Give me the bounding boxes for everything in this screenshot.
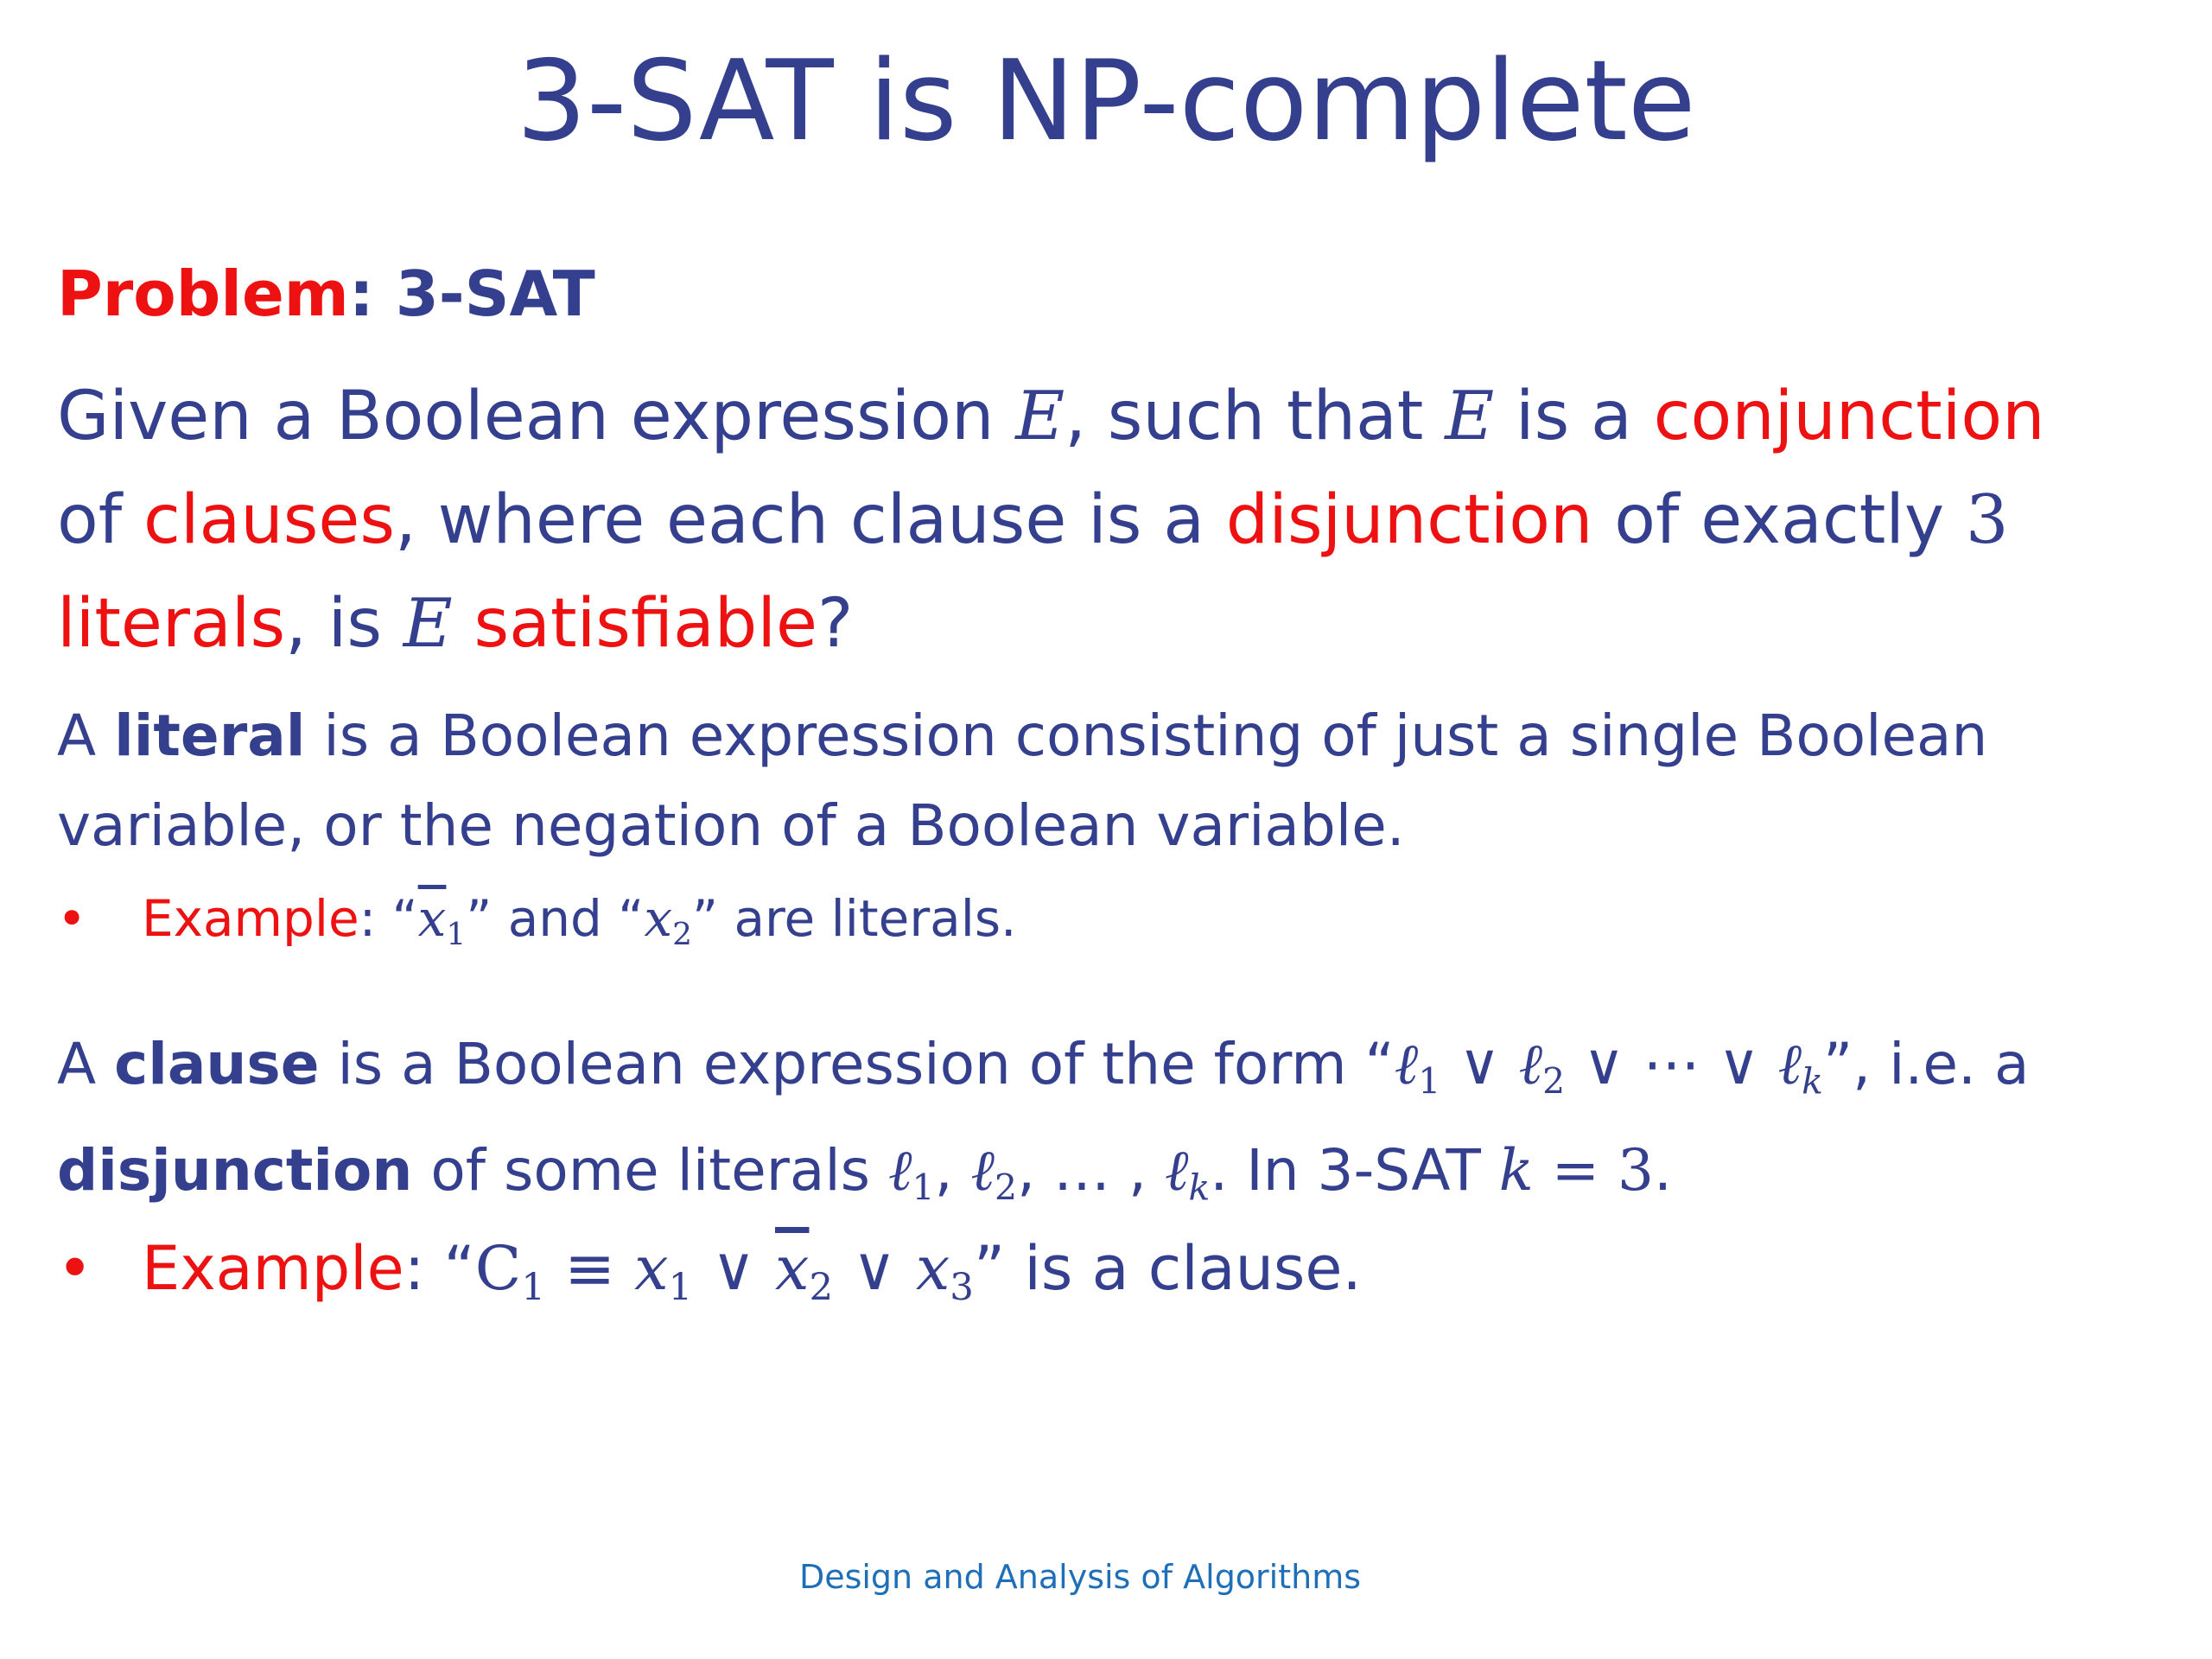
- problem-colon: :: [348, 257, 374, 330]
- separator: ,: [934, 1137, 971, 1205]
- term-clause: clause: [114, 1031, 320, 1097]
- term-clauses: clauses: [143, 481, 396, 559]
- statement-text: of: [57, 481, 143, 559]
- bullet-icon: •: [57, 1233, 93, 1304]
- statement-text: , such that: [1065, 378, 1446, 455]
- negated-variable: $\overline{x}$: [774, 1233, 810, 1304]
- clause-name: C: [474, 1233, 522, 1304]
- statement-text: ?: [817, 585, 854, 663]
- subscript: 1: [912, 1166, 935, 1209]
- statement-text: [453, 585, 474, 663]
- statement-text: , where each clause is a: [395, 481, 1226, 559]
- expression-var: E: [1015, 378, 1065, 455]
- example-text: [142, 1217, 1362, 1339]
- or-operator: ∨: [1440, 1031, 1519, 1097]
- separator: , … ,: [1017, 1137, 1165, 1205]
- expression-var: E: [1445, 378, 1495, 455]
- subscript: k: [1802, 1060, 1823, 1103]
- term-conjunction: conjunction: [1653, 378, 2045, 455]
- k-equation: = 3: [1533, 1137, 1655, 1205]
- subscript: 2: [672, 917, 692, 953]
- negated-variable: $\overline{x}$: [417, 889, 447, 948]
- definition-text: is a Boolean expression consisting of just a single Boolean: [305, 702, 1988, 769]
- example-label: Example: [142, 889, 359, 948]
- slide-footer: Design and Analysis of Algorithms: [798, 1558, 1362, 1596]
- example-text-part: : “: [404, 1233, 475, 1304]
- clause-definition: [57, 1020, 2165, 1233]
- literal-definition: [57, 691, 2165, 871]
- equiv-operator: ≡: [544, 1233, 635, 1304]
- example-text: [142, 880, 1016, 974]
- subscript: 2: [995, 1166, 1018, 1209]
- literal-symbol: ℓ: [1518, 1031, 1543, 1097]
- bullet-icon: •: [57, 889, 87, 948]
- problem-heading: [57, 251, 595, 337]
- subscript: 1: [446, 917, 467, 953]
- definition-text: of some literals: [412, 1137, 889, 1205]
- example-text-part: ” is a clause.: [973, 1233, 1362, 1304]
- statement-text: is a: [1494, 378, 1654, 455]
- term-satisfiable: satisfiable: [474, 585, 817, 663]
- literal-symbol: ℓ: [1164, 1137, 1189, 1205]
- subscript: 3: [950, 1266, 974, 1310]
- subscript: 2: [1542, 1060, 1566, 1103]
- example-text-part: : “: [359, 889, 418, 948]
- k-variable: k: [1498, 1137, 1534, 1205]
- statement-text: of exactly: [1592, 481, 1966, 559]
- problem-label: Problem: [57, 257, 349, 330]
- literal-example: [0, 880, 2212, 957]
- expression-var: E: [403, 585, 453, 663]
- definition-text: is a Boolean expression of the form “: [319, 1031, 1395, 1097]
- subscript: 1: [521, 1266, 545, 1310]
- or-operator: ∨ ⋯ ∨: [1565, 1031, 1778, 1097]
- or-operator: ∨: [692, 1233, 775, 1304]
- or-operator: ∨: [833, 1233, 916, 1304]
- term-disjunction: disjunction: [1225, 481, 1593, 559]
- problem-name: 3-SAT: [395, 257, 595, 330]
- definition-text: A: [57, 702, 115, 769]
- definition-text: . In 3-SAT: [1210, 1137, 1499, 1205]
- term-literals: literals: [57, 585, 286, 663]
- subscript: k: [1188, 1166, 1211, 1209]
- definition-text: A: [57, 1031, 115, 1097]
- example-text-part: ” are literals.: [691, 889, 1017, 948]
- variable: x: [915, 1233, 950, 1304]
- definition-text: variable, or the negation of a Boolean variable.: [57, 792, 1405, 859]
- literal-symbol: ℓ: [1394, 1031, 1419, 1097]
- definition-text: ”, i.e. a: [1822, 1031, 2030, 1097]
- literal-symbol: ℓ: [1777, 1031, 1802, 1097]
- definition-text: .: [1654, 1137, 1672, 1205]
- literal-symbol: ℓ: [888, 1137, 912, 1205]
- slide-title: 3-SAT is NP-complete: [516, 37, 1696, 166]
- statement-text: Given a Boolean expression: [57, 378, 1016, 455]
- subscript: 2: [809, 1266, 834, 1310]
- variable: x: [644, 889, 673, 948]
- subscript: 1: [1418, 1060, 1441, 1103]
- term-literal: literal: [114, 702, 306, 769]
- statement-text: , is: [285, 585, 404, 663]
- example-text-part: ” and “: [466, 889, 645, 948]
- clause-example: [0, 1217, 2212, 1320]
- subscript: 1: [668, 1266, 693, 1310]
- literal-symbol: ℓ: [970, 1137, 995, 1205]
- literal-count: 3: [1965, 481, 2009, 559]
- variable: x: [634, 1233, 669, 1304]
- example-label: Example: [142, 1233, 404, 1304]
- problem-statement: [57, 365, 2165, 676]
- term-disjunction: disjunction: [57, 1137, 413, 1205]
